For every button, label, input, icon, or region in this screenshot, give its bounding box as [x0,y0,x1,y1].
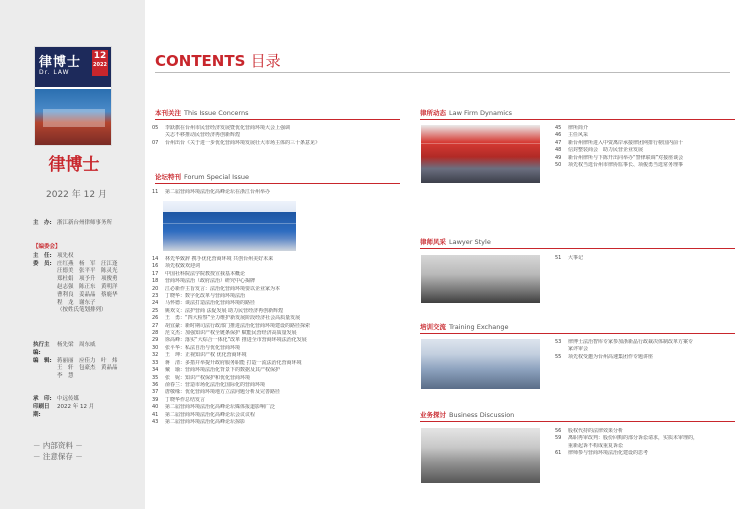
editorial-heading: 【编委会】 [33,244,61,250]
toc-entry[interactable] [152,140,402,147]
page-number: 11 [152,189,159,195]
section-heading-forum [155,172,400,184]
brand-logo [44,153,104,175]
page-number: 39 [152,396,159,403]
article-title: 第二届营商环境法治化高峰论坛会议议程 [165,411,256,418]
page-number: 29 [152,337,159,344]
exec-editor-value: 杨先梁 周东威 [57,342,96,348]
exec-editor-row [33,342,118,358]
page-number [555,346,568,353]
sidebar [0,0,145,509]
article-title: 江必新作主旨发言：法治化营商环境要以企业家为本 [165,285,281,292]
page-number: 16 [152,263,159,270]
page-number: 47 [555,139,562,146]
toc-entry[interactable] [152,337,402,344]
article-title: 李跃旗在台州市民营经济发展暨优化营商环境大会上强调 [165,125,291,131]
editorial-member-row [33,276,118,284]
article-title: 第二届营商环境法治化高峰论坛在浙江台州举办 [165,189,271,195]
article-title: 戴 瑜：营商环境法治化背景下的数据及其产权保护 [165,367,281,374]
toc-entry[interactable] [152,330,402,337]
toc-entry[interactable] [555,125,735,132]
toc-entry[interactable] [152,323,402,330]
toc-entry[interactable] [152,412,402,419]
article-title: 姚欢文：法护营商 法促发展 助力民营经济再创新辉煌 [165,307,284,314]
toc-entry[interactable] [152,271,402,278]
article-title: 中国社科院法学院教授宣我基本概论 [165,270,246,277]
toc-entry[interactable] [152,375,402,382]
section-cn: 业务探讨 [420,411,446,419]
article-title: 股权代持的法律效果分析 [568,428,624,434]
article-title: 胡宜豪：新时期司法行政部门推进法治化营商环境建设的路径探索 [165,322,311,329]
editorial-member-value: 赵志强 陈正东 黄明洋 [57,283,118,290]
toc-entry[interactable] [152,256,402,263]
article-title: 范文杰：加强知识产权全链条保护 赋能民营经济高质量发展 [165,330,297,337]
article-title: 王 坤：正视知识产权 优化营商环境 [165,352,247,359]
page-number: 49 [555,154,562,161]
editorial-member-label [33,276,57,284]
training-list [555,339,735,361]
cover-dr-law: Dr. LAW [39,69,70,76]
article-title: 台州出台《关于进一步优化营商环境发展壮大市场主体的三十条意见》 [165,139,321,146]
section-heading-discussion [420,410,735,422]
article-title: 第二届营商环境法治化高峰论坛媒体报道影响广泛 [165,404,276,411]
page-number: 56 [555,428,562,434]
toc-entry[interactable] [152,367,402,374]
sponsor-block [33,220,112,228]
print-info [33,396,94,419]
page-number: 43 [152,418,159,425]
editorial-member-label [33,292,57,300]
page-number [152,132,165,139]
page-number: 37 [152,389,159,396]
toc-entry[interactable] [152,382,402,389]
page-number: 27 [152,322,159,329]
page-title [155,50,281,71]
editorial-member-row [33,292,118,300]
page-number: 30 [152,344,159,351]
editorial-member-value: 项先权 [57,252,74,259]
page-number: 17 [152,270,159,277]
article-title: 离职再审改判：股份回购的部分诉讼请求，实质未审理的， [568,435,699,442]
section-cn: 培训交流 [420,323,446,331]
article-title: 律师参与营商环境法治化建设的思考 [568,450,649,457]
section-cn: 律所动态 [420,109,446,117]
section-cn: 律师风采 [420,238,446,246]
section-heading-focus [155,108,400,120]
editorial-member-value: 程 龙 谢东子 [57,299,96,306]
page-number: 41 [152,411,159,418]
toc-entry[interactable] [152,132,402,139]
toc-entry[interactable] [152,397,402,404]
cover-issue-year: 2022 [93,62,107,68]
toc-entry[interactable] [555,140,735,147]
article-title: 丁晓华作总结发言 [165,396,206,403]
print-info-value: 中远传媒 [57,396,80,402]
page-number: 07 [152,139,159,146]
toc-entry[interactable] [152,315,402,322]
article-title: 王 勇：“四大检察”全力维护新发展阶段经济社会高质量发展 [165,315,301,322]
sponsor-label: 主 办: [33,220,52,226]
toc-entry[interactable] [555,354,735,361]
toc-entry[interactable] [152,389,402,396]
toc-entry[interactable] [152,419,402,426]
toc-entry[interactable] [152,286,402,293]
article-title: 主任风采 [568,132,589,139]
editorial-member-value: 郑杜娟 项予升 项俊勇 [57,276,118,283]
exec-editor-value: 蒋丽丽 应佳力 叶 炜 [57,357,118,364]
section-en: Business Discussion [449,411,515,419]
page-number: 14 [152,256,159,262]
article-title: 项先权致欢迎词 [165,263,201,270]
page-number: 23 [152,293,159,300]
page-number: 51 [555,255,562,261]
page-number: 35 [152,374,159,381]
discussion-list [555,428,735,458]
internal-material-note: － 内部资料 － [33,441,83,450]
page-number: 55 [555,353,562,360]
page-number: 05 [152,125,159,131]
issue-date: 2022 年 12 月 [46,190,107,200]
lawyer-photo [421,255,540,303]
section-en: Law Firm Dynamics [449,109,513,117]
print-info-label: 承 印: [33,396,52,402]
exec-editor-label: 编 辑: [33,357,52,364]
focus-list [152,125,402,147]
page-number: 28 [152,330,159,337]
toc-entry[interactable] [555,428,735,435]
article-title: 林先华致辞 携手优化营商环境 共创台州美好未来 [165,256,274,262]
article-title: 唐敬缘：优化营商环境地方立法问题分析及完善路径 [165,389,281,396]
editorial-member-row [33,284,118,292]
cover-logo: 律博士 [39,55,82,70]
section-en: Forum Special Issue [184,173,249,181]
article-title: 张 妮：知识产权保护和优化营商环境 [165,374,251,381]
toc-entry[interactable] [152,300,402,307]
editorial-member-value: （按姓氏笔划排列） [57,307,107,314]
exec-editor-label [33,373,57,381]
article-title: 第二届营商环境法治化高峰论坛掠影 [165,418,246,425]
article-title: 俞春兰：营造市场化法治化国际化的营商环境 [165,381,266,388]
article-title: 信封整装商会 助力民营企业发展 [568,147,644,154]
toc-entry[interactable] [152,278,402,285]
toc-entry[interactable] [152,293,402,300]
cover-issue-number: 12 [93,51,107,61]
toc-entry[interactable] [555,346,735,353]
section-heading-lawyer [420,237,735,249]
section-en: This Issue Concerns [184,109,249,117]
article-title: 律所简介 [568,125,589,131]
editorial-member-value: 曹利良 姜晶晶 蔡鹿华 [57,291,118,298]
toc-entry[interactable] [555,443,735,450]
section-en: Training Exchange [449,323,509,331]
sponsor-value: 浙江新台州律师事务所 [57,220,113,226]
training-photo [421,339,540,389]
page-number: 61 [555,450,562,457]
page-number: 18 [152,278,159,285]
print-info-row [33,396,94,404]
toc-entry[interactable] [152,352,402,359]
exec-editor-row [33,373,118,381]
page-number: 20 [152,285,159,292]
page-number: 26 [152,315,159,322]
exec-editor-value: 王 轩 包豪杰 黄晶晶 [57,365,118,372]
brand-logo-text: 律博士 [48,155,100,175]
lawfirm-list [555,125,735,169]
print-info-row [33,404,94,420]
editorial-member-row [33,307,118,315]
contents-label: CONTENTS [155,52,246,70]
toc-entry[interactable] [555,155,735,162]
page-number: 25 [152,307,159,314]
editorial-member-value: 汪德美 张平平 陈灵光 [57,268,118,275]
article-title: 新台州律所进入中资离岸承接律团网排行榜国内前十 [568,139,684,146]
page-number: 24 [152,300,159,307]
page-number: 48 [555,147,562,154]
section-heading-training [420,322,735,334]
editorial-member-label: 委 员: [33,260,52,267]
toc-entry[interactable] [152,360,402,367]
lawfirm-photo [421,125,540,183]
page-number [555,443,568,450]
toc-entry[interactable] [555,450,735,457]
page-number: 45 [555,125,562,131]
section-heading-lawfirm [420,108,735,120]
forum-top-item[interactable] [152,189,402,196]
section-cn: 本刊关注 [155,109,181,117]
toc-entry[interactable] [152,263,402,270]
editorial-member-label [33,300,57,308]
exec-editor-value: 李 慧 [57,373,74,380]
page-number: 36 [152,381,159,388]
article-title: 蒋 清：多措并举提升政府服务职能 打造一流法治化营商环境 [165,359,302,366]
keep-safe-note: － 注意保存 － [33,452,83,461]
article-title: 徐高峰：落实“大综合一体化”改革 推进全市营商环境法治化发展 [165,337,307,344]
article-title: 张平华：私法自治与优化营商环境 [165,344,241,351]
article-title: 家评审会 [568,346,589,353]
editorial-member-row [33,253,118,261]
article-title: 营商环境法治（政府法治）研究中心揭牌 [165,278,256,285]
page-number: 46 [555,132,562,139]
page-number: 50 [555,162,562,169]
section-en: Lawyer Style [449,238,491,246]
toc-entry[interactable] [152,125,402,132]
toc-entry[interactable] [152,404,402,411]
toc-entry[interactable] [152,345,402,352]
page-number: 32 [152,352,159,359]
editorial-member-label [33,268,57,276]
toc-entry[interactable] [555,162,735,169]
mulu-label: 目录 [250,52,281,70]
toc-entry[interactable] [152,308,402,315]
exec-editor-label: 执行主编: [33,342,50,356]
exec-editors [33,342,118,381]
editorial-member-label [33,284,57,292]
footer-note [33,440,83,462]
print-info-value: 2022 年 12 月 [57,403,95,410]
article-title: 大事记 [568,255,584,261]
print-info-label: 印刷日期: [33,403,50,418]
toc-entry[interactable] [555,255,735,262]
section-cn: 论坛特刊 [155,173,181,181]
editorial-member-label [33,307,57,315]
lawyer-list [555,255,735,262]
page-number: 40 [152,404,159,411]
forum-list [152,256,402,426]
page-number: 33 [152,359,159,366]
cover-issue-badge [92,50,108,76]
article-title: 关志不移推动民营经济再创新辉煌 [165,132,241,139]
exec-editor-row [33,365,118,373]
editorial-member-label: 主 任: [33,252,52,259]
page-number: 34 [152,367,159,374]
toc-entry[interactable] [555,147,735,154]
article-title: 律博士法治智库专家参加浙新晶行政裁决体制改革方案专 [568,339,694,345]
toc-entry[interactable] [555,132,735,139]
exec-editor-label [33,365,57,373]
page-number: 53 [555,339,562,345]
article-title: 重新起诉不构成重复诉讼 [568,442,624,449]
discussion-photo [421,428,540,483]
article-title: 项先权当选台州市律协监事长、项俊勇当选常务理事 [568,162,684,169]
toc-entry[interactable] [555,435,735,442]
toc-entry[interactable] [555,339,735,346]
article-title: 项先权受邀为台州高速集团作专题讲座 [568,353,654,360]
page-number: 59 [555,435,562,442]
article-title: 新台州律所与下陈开出同举办“警律联调”对接座谈会 [568,154,684,161]
article-title: 丁晓华：数字化改革与营商环境法治 [165,293,246,300]
editorial-member-value: 庄红燕 杨 军 汪江逢 [57,260,118,267]
title-divider [155,72,730,73]
article-title: 马怀德：谈法打造法治化营商环境的路径 [165,300,256,307]
forum-photo [163,201,296,251]
magazine-cover-image [34,46,112,146]
editorial-board [33,244,118,315]
cover-photo [35,89,111,145]
